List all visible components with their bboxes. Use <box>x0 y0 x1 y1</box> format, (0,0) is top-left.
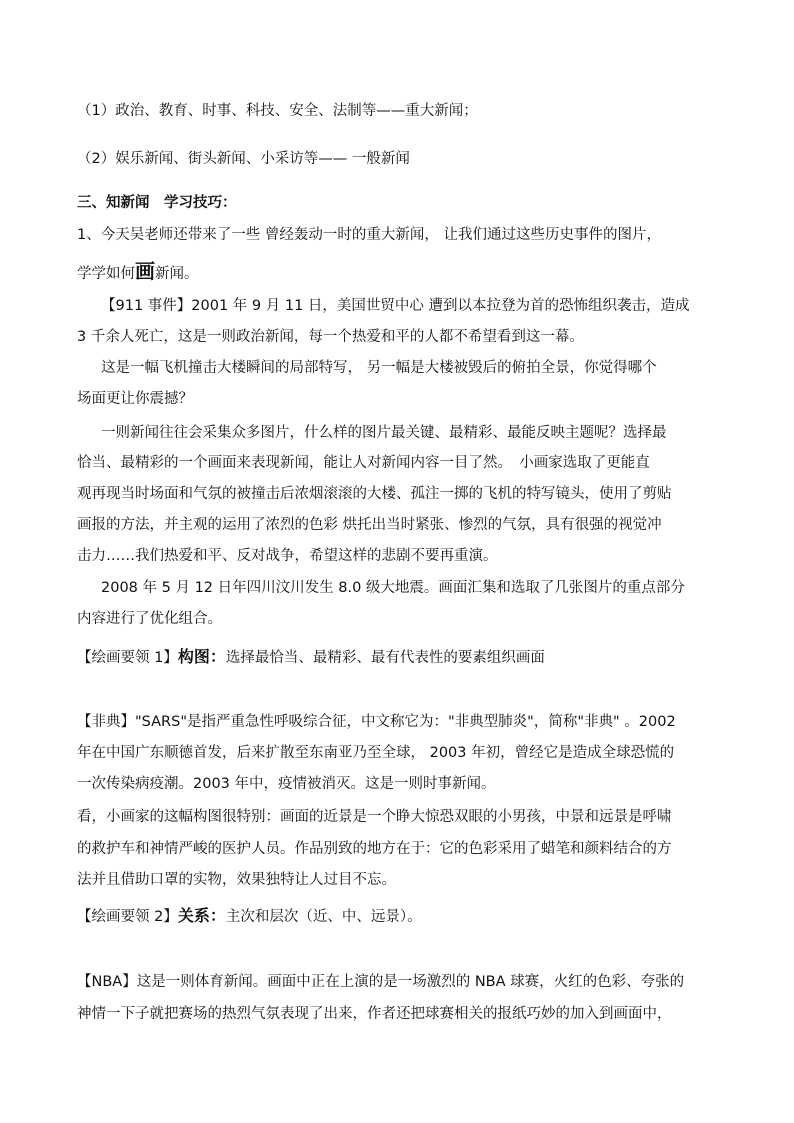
drawing-tip-2 <box>77 908 422 925</box>
paragraph-line: （1）政治、教育、时事、科技、安全、法制等——重大新闻； <box>77 103 478 119</box>
tip-text: 主次和层次（近、中、远景）。 <box>225 909 422 925</box>
paragraph-line: 3 千余人死亡，这是一则政治新闻，每一个热爱和平的人都不希望看到这一幕。 <box>77 329 584 345</box>
paragraph-line: 一次传染病疫潮。2003 年中，疫情被消灭。这是一则时事新闻。 <box>77 776 496 792</box>
paragraph-line: 场面更让你震撼？ <box>77 391 193 407</box>
paragraph-line: 1、今天吴老师还带来了一些 曾经轰动一时的重大新闻， 让我们通过这些历史事件的图片， <box>77 227 661 243</box>
section-heading: 三、知新闻 学习技巧： <box>77 195 237 211</box>
line-text: 新闻。 <box>155 266 199 282</box>
paragraph-line: 内容进行了优化组合。 <box>77 611 222 627</box>
paragraph-line: 【NBA】这是一则体育新闻。画面中正在上演的是一场激烈的 NBA 球赛，火红的色彩、夸张的 <box>77 974 685 990</box>
paragraph-line <box>77 261 199 282</box>
paragraph-line: 恰当、最精彩的一个画面来表现新闻，能让人对新闻内容一目了然。 小画家选取了更能直 <box>77 455 650 471</box>
paragraph-line: 观再现当时场面和气氛的被撞击后浓烟滚滚的大楼、孤注一掷的飞机的特写镜头，使用了剪贴 <box>77 486 672 502</box>
paragraph-line: 击力……我们热爱和平、反对战争，希望这样的悲剧不要再重演。 <box>77 548 498 564</box>
paragraph-line: 神情一下子就把赛场的热烈气氛表现了出来，作者还把球赛相关的报纸巧妙的加入到画面中， <box>77 1006 672 1022</box>
drawing-tip-1 <box>77 649 545 666</box>
tip-text: 选择最恰当、最精彩、最有代表性的要素组织画面 <box>225 650 545 666</box>
paragraph-line: （2）娱乐新闻、街头新闻、小采访等—— 一般新闻 <box>77 151 410 167</box>
emphasized-character: 画 <box>135 259 155 283</box>
paragraph-line: 的救护车和神情严峻的医护人员。作品别致的地方在于：它的色彩采用了蜡笔和颜料结合的方 <box>77 841 672 857</box>
tip-keyword: 关系： <box>177 906 226 925</box>
tip-label: 【绘画要领 1】 <box>77 650 178 666</box>
paragraph-line: 年在中国广东顺德首发，后来扩散至东南亚乃至全球， 2003 年初，曾经它是造成全球恐慌的 <box>77 745 675 761</box>
tip-keyword: 构图： <box>177 647 226 666</box>
tip-label: 【绘画要领 2】 <box>77 909 178 925</box>
paragraph-line: 法并且借助口罩的实物，效果独特让人过目不忘。 <box>77 872 396 888</box>
paragraph-line: 【非典】"SARS"是指严重急性呼吸综合征，中文称它为："非典型肺炎"，简称"非典" 。2002 <box>77 714 676 730</box>
paragraph-line: 画报的方法，并主观的运用了浓烈的色彩 烘托出当时紧张、惨烈的气氛，具有很强的视觉冲 <box>77 517 662 533</box>
paragraph-line: 2008 年 5 月 12 日年四川汶川发生 8.0 级大地震。画面汇集和选取了几张图片的重点部分 <box>101 580 685 596</box>
paragraph-line: 这是一幅飞机撞击大楼瞬间的局部特写， 另一幅是大楼被毁后的俯拍全景，你觉得哪个 <box>101 360 657 376</box>
paragraph-line: 一则新闻往往会采集众多图片，什么样的图片最关键、最精彩、最能反映主题呢？选择最 <box>101 425 667 441</box>
line-text: 学学如何 <box>77 266 135 282</box>
paragraph-line: 看，小画家的这幅构图很特别：画面的近景是一个睁大惊恐双眼的小男孩，中景和远景是呼啸 <box>77 809 672 825</box>
paragraph-line: 【911 事件】2001 年 9 月 11 日，美国世贸中心 遭到以本拉登为首的恐怖组织袭击，造成 <box>101 298 690 314</box>
